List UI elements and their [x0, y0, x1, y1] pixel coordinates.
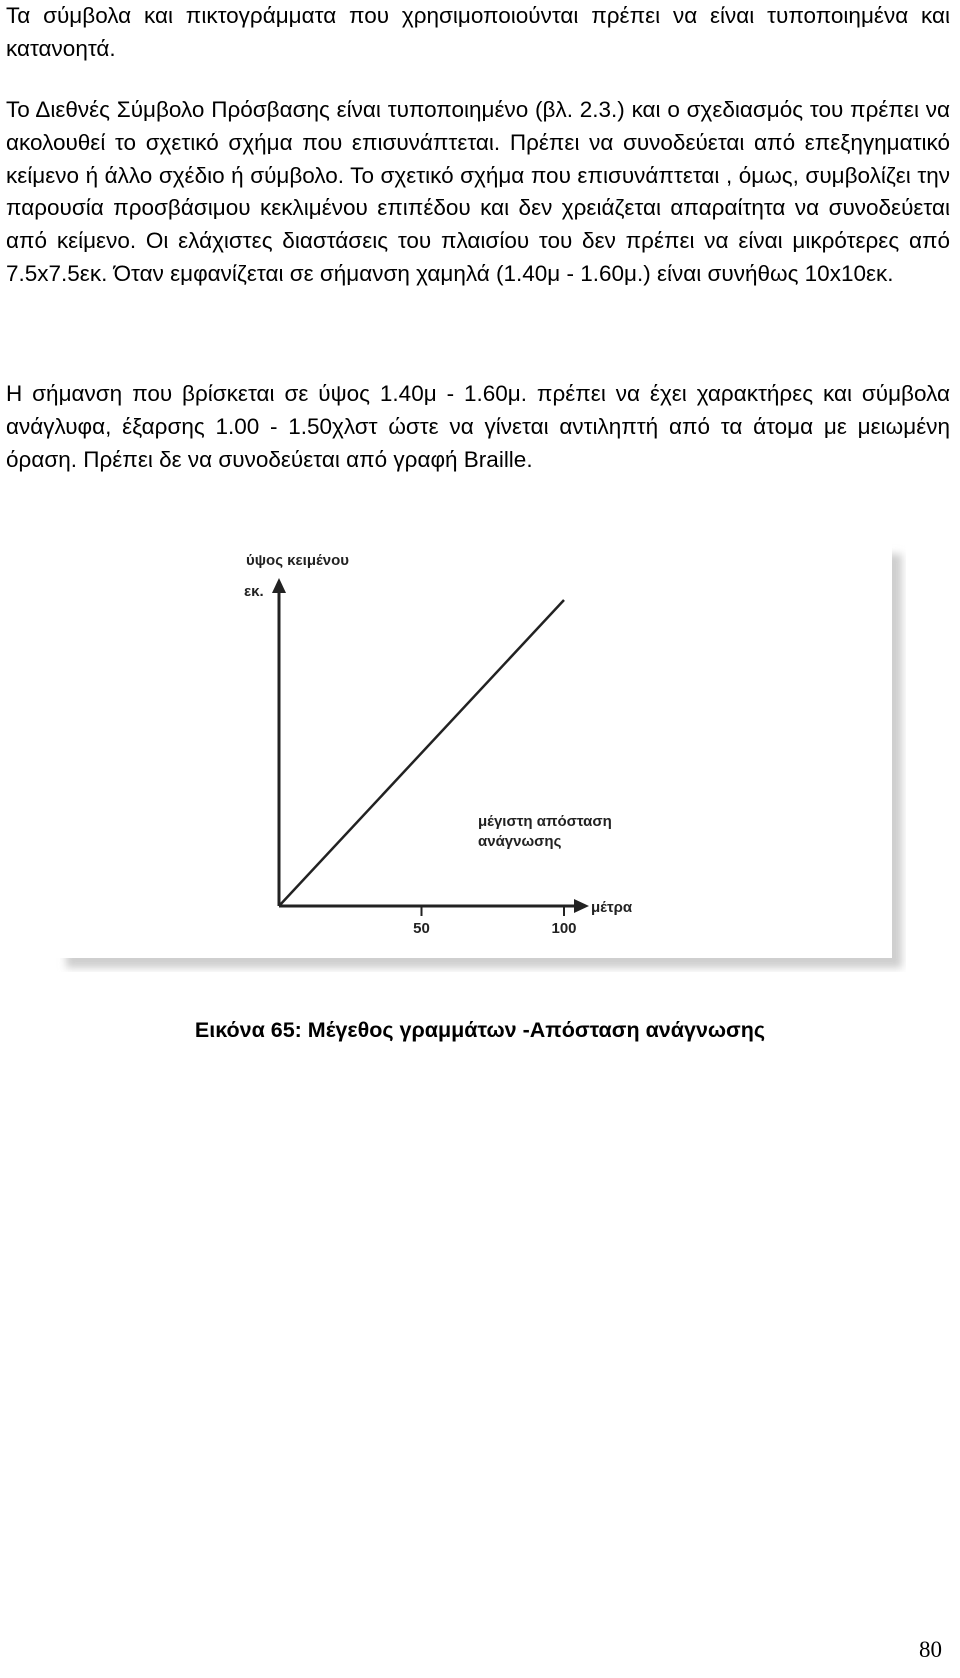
figure-caption: Εικόνα 65: Μέγεθος γραμμάτων -Απόσταση ανάγνωσης [194, 1018, 766, 1042]
page-number: 80 [919, 1637, 942, 1662]
series-label-line: μέγιστη απόσταση [478, 813, 612, 830]
y-axis-title: ύψος κειμένου [246, 552, 349, 569]
paragraph-symbols: Τα σύμβολα και πικτογράμματα που χρησιμοποιούνται πρέπει να είναι τυποποιημένα και κατανοητά. [6, 3, 950, 61]
reading-distance-chart [52, 540, 906, 972]
figure-frame [56, 544, 892, 958]
x-tick-label: 100 [551, 920, 577, 937]
x-tick-label: 50 [413, 920, 430, 937]
series-label-line: ανάγνωσης [478, 833, 562, 850]
x-axis-unit: μέτρα [591, 899, 633, 916]
paragraph-signage-height: Η σήμανση που βρίσκεται σε ύψος 1.40μ - 1.60μ. πρέπει να έχει χαρακτήρες και σύμβολα ανάγλυφα, έξαρσης 1.00 - 1.50χλστ ώστε να γίνεται αντιληπτή από τα άτομα με μειωμένη όραση. Πρέπει δε να συνοδεύεται από γραφή Braille. [6, 381, 950, 472]
y-axis-unit: εκ. [244, 583, 264, 600]
paragraph-access-symbol: Το Διεθνές Σύμβολο Πρόσβασης είναι τυποποιημένο (βλ. 2.3.) και ο σχεδιασμός του πρέπει να ακολουθεί το σχετικό σχήμα που επισυνάπτεται. Πρέπει να συνοδεύεται από επεξηγηματικό κείμενο ή άλλο σχέδιο ή σύμβολο. Το σχετικό σχήμα που επισυνάπτεται , όμως, συμβολίζει την παρουσία προσβάσιμου κεκλιμένου επιπέδου και δεν χρειάζεται απαραίτητα να συνοδεύεται από κείμενο. Οι ελάχιστες διαστάσεις του πλαισίου του δεν πρέπει να είναι μικρότερες από 7.5x7.5εκ. Όταν εμφανίζεται σε σήμανση χαμηλά (1.40μ - 1.60μ.) είναι συνήθως 10x10εκ. [6, 97, 950, 286]
